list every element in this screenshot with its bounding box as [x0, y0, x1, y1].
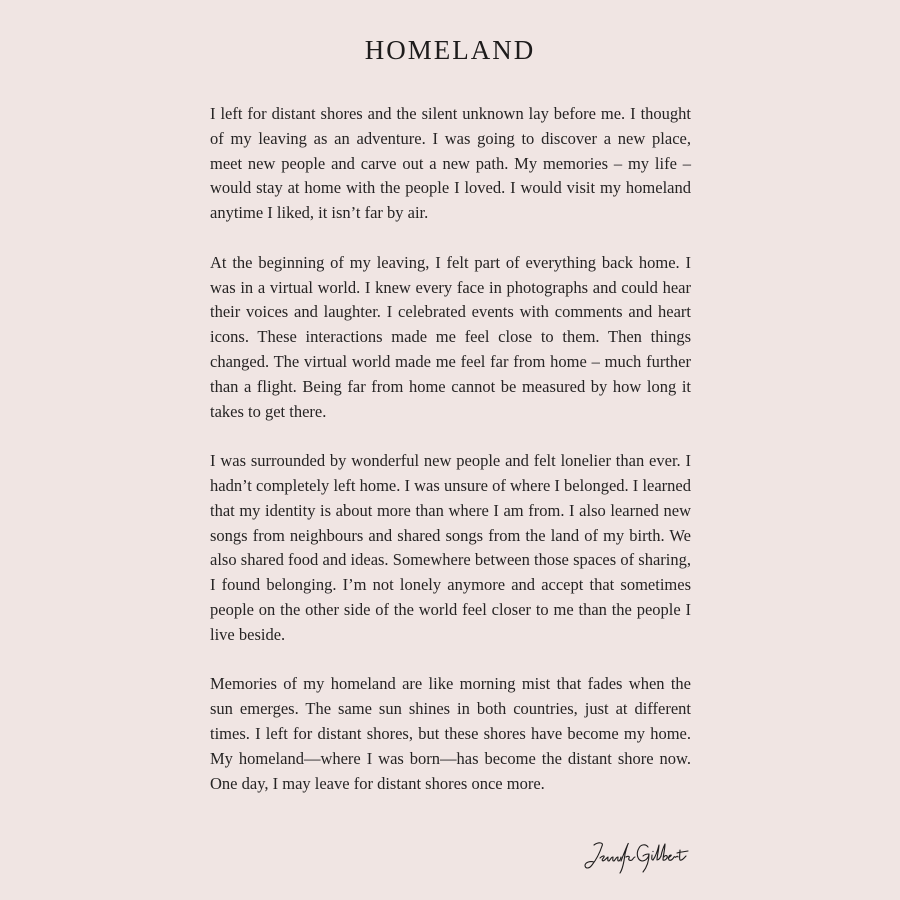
signature-icon [580, 836, 695, 876]
body-text [210, 102, 691, 821]
paragraph-3: I was surrounded by wonderful new people and felt lonelier than ever. I hadn’t completely left home. I was unsure of where I belonged. I learned that my identity is about more than where I am from. I also learned new songs from neighbours and shared songs from the land of my birth. We also shared food and ideas. Somewhere between those spaces of sharing, I found belonging. I’m not lonely anymore and accept that sometimes people on the other side of the world feel closer to me than the people I live beside. [210, 451, 691, 644]
author-signature [580, 836, 695, 876]
paragraph-4: Memories of my homeland are like morning mist that fades when the sun emerges. The same sun shines in both countries, just at different times. I left for distant shores, but these shores have become my home. My homeland—where I was born—has become the distant shore now. One day, I may leave for distant shores once more. [210, 674, 691, 793]
paragraph-2: At the beginning of my leaving, I felt part of everything back home. I was in a virtual world. I knew every face in photographs and could hear their voices and laughter. I celebrated events with comments and heart icons. These interactions made me feel close to them. Then things changed. The virtual world made me feel far from home – much further than a flight. Being far from home cannot be measured by how long it takes to get there. [210, 252, 691, 421]
page-title: HOMELAND [364, 35, 536, 65]
paragraph-1: I left for distant shores and the silent unknown lay before me. I thought of my leaving as an adventure. I was going to discover a new place, meet new people and carve out a new path. My memories – my life – would stay at home with the people I loved. I would visit my homeland anytime I liked, it isn’t far by air. [210, 104, 691, 223]
